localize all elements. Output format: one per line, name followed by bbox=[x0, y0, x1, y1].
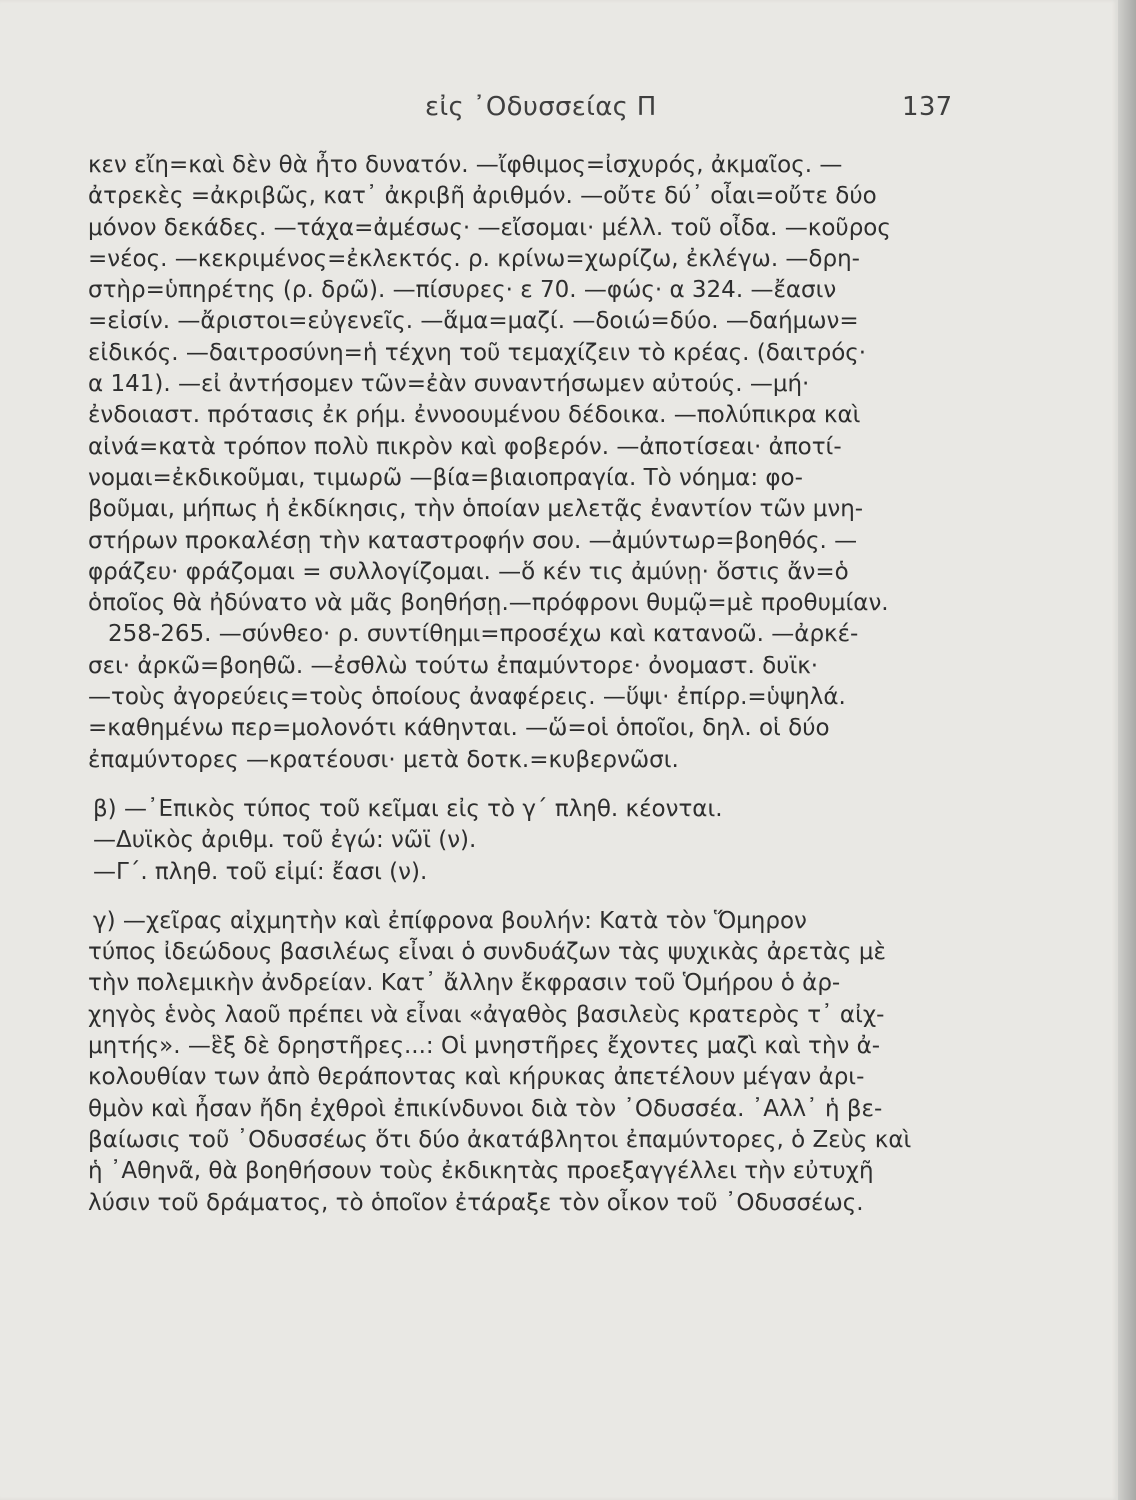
text-line: αἰνά=κατὰ τρόπον πολὺ πικρὸν καὶ φοβερόν. —ἀποτίσεαι· ἀποτί- bbox=[88, 433, 842, 460]
text-line: 258-265. —σύνθεο· ρ. συντίθημι=προσέχω καὶ κατανοῶ. —ἀρκέ- bbox=[108, 621, 859, 648]
text-line: νομαι=ἐκδικοῦμαι, τιμωρῶ —βία=βιαιοπραγία. Τὸ νόημα: φο- bbox=[88, 464, 803, 491]
text-line: β) —᾿Επικὸς τύπος τοῦ κεῖμαι εἰς τὸ γ΄ πληθ. κέονται. bbox=[93, 795, 723, 822]
text-line: τύπος ἰδεώδους βασιλέως εἶναι ὁ συνδυάζων τὰς ψυχικὰς ἀρετὰς μὲ bbox=[88, 939, 886, 966]
text-line: βαίωσις τοῦ ᾿Οδυσσέως ὅτι δύο ἀκατάβλητοι ἐπαμύντορες, ὁ Ζεὺς καὶ bbox=[88, 1126, 912, 1153]
text-line: στὴρ=ὑπηρέτης (ρ. δρῶ). —πίσυρες· ε 70. —φώς· α 324. —ἔασιν bbox=[88, 277, 837, 304]
running-title: εἰς ᾿Οδυσσείας Π bbox=[425, 92, 657, 122]
text-line: χηγὸς ἑνὸς λαοῦ πρέπει νὰ εἶναι «ἀγαθὸς βασιλεὺς κρατερὸς τ᾽ αἰχ- bbox=[88, 1001, 885, 1028]
text-line: ἐπαμύντορες —κρατέουσι· μετὰ δοτκ.=κυβερνῶσι. bbox=[88, 746, 679, 773]
commentary-text bbox=[88, 150, 978, 1219]
text-line: =εἰσίν. —ἄριστοι=εὐγενεῖς. —ἅμα=μαζί. —δοιώ=δύο. —δαήμων= bbox=[88, 308, 859, 335]
text-line: κολουθίαν των ἀπὸ θεράποντας καὶ κήρυκας ἀπετέλουν μέγαν ἀρι- bbox=[88, 1064, 865, 1091]
text-line: θμὸν καὶ ἦσαν ἤδη ἐχθροὶ ἐπικίνδυνοι διὰ τὸν ᾿Οδυσσέα. ᾿Αλλ᾽ ἡ βε- bbox=[88, 1095, 883, 1122]
text-line: τὴν πολεμικὴν ἀνδρείαν. Κατ᾽ ἄλλην ἔκφρασιν τοῦ Ὁμήρου ὁ ἀρ- bbox=[88, 970, 841, 997]
text-line: μητής». —ἓξ δὲ δρηστῆρες...: Οἱ μνηστῆρες ἔχοντες μαζὶ καὶ τὴν ἀ- bbox=[88, 1033, 881, 1060]
text-line: ἡ ᾿Αθηνᾶ, θὰ βοηθήσουν τοὺς ἐκδικητὰς προεξαγγέλλει τὴν εὐτυχῆ bbox=[88, 1158, 874, 1185]
text-line: λύσιν τοῦ δράματος, τὸ ὁποῖον ἐτάραξε τὸν οἶκον τοῦ ᾿Οδυσσέως. bbox=[88, 1189, 864, 1216]
text-line: ἐνδοιαστ. πρότασις ἐκ ρήμ. ἐννοουμένου δέδοικα. —πολύπικρα καὶ bbox=[88, 402, 861, 429]
text-line: εἰδικός. —δαιτροσύνη=ἡ τέχνη τοῦ τεμαχίζειν τὸ κρέας. (δαιτρός· bbox=[88, 339, 867, 366]
text-line: ἀτρεκὲς =ἀκριβῶς, κατ᾽ ἀκριβῆ ἀριθμόν. —οὔτε δύ᾽ οἶαι=οὔτε δύο bbox=[88, 183, 877, 210]
notes-block bbox=[88, 150, 978, 776]
text-line: κεν εἴη=καὶ δὲν θὰ ἦτο δυνατόν. —ἴφθιμος=ἰσχυρός, ἀκμαῖος. — bbox=[88, 152, 843, 178]
section-gamma bbox=[88, 906, 978, 1219]
text-line: α 141). —εἰ ἀντήσομεν τῶν=ἐὰν συναντήσωμεν αὐτούς. —μή· bbox=[88, 371, 810, 398]
text-line: φράζευ· φράζομαι = συλλογίζομαι. —ὅ κέν τις ἀμύνῃ· ὅστις ἄν=ὁ bbox=[88, 558, 849, 585]
text-line: —Γ΄. πληθ. τοῦ εἰμί: ἔασι (ν). bbox=[93, 858, 428, 885]
text-line: μόνον δεκάδες. —τάχα=ἀμέσως· —εἴσομαι· μέλλ. τοῦ οἶδα. —κοῦρος bbox=[88, 214, 891, 241]
text-line: σει· ἀρκῶ=βοηθῶ. —ἐσθλὼ τούτω ἐπαμύντορε· ὀνομαστ. δυϊκ· bbox=[88, 652, 819, 679]
text-line: βοῦμαι, μήπως ἡ ἐκδίκησις, τὴν ὁποίαν μελετᾷς ἐναντίον τῶν μνη- bbox=[88, 496, 864, 523]
text-line: —τοὺς ἀγορεύεις=τοὺς ὁποίους ἀναφέρεις. —ὕψι· ἐπίρρ.=ὑψηλά. bbox=[88, 684, 846, 711]
text-line: στήρων προκαλέσῃ τὴν καταστροφήν σου. —ἀμύντωρ=βοηθός. — bbox=[88, 527, 858, 554]
text-line: ὁποῖος θὰ ἠδύνατο νὰ μᾶς βοηθήσῃ.—πρόφρονι θυμῷ=μὲ προθυμίαν. bbox=[88, 590, 889, 617]
page-number: 137 bbox=[902, 92, 953, 122]
text-line: =καθημένω περ=μολονότι κάθηνται. —ὥ=οἱ ὁποῖοι, δηλ. οἱ δύο bbox=[88, 715, 830, 742]
text-line: —Δυϊκὸς ἀριθμ. τοῦ ἐγώ: νῶϊ (ν). bbox=[93, 827, 477, 854]
page-edge bbox=[1118, 0, 1136, 1500]
section-beta bbox=[88, 794, 978, 888]
text-line: γ) —χεῖρας αἰχμητὴν καὶ ἐπίφρονα βουλήν: Κατὰ τὸν Ὅμηρον bbox=[93, 907, 807, 934]
text-line: =νέος. —κεκριμένος=ἐκλεκτός. ρ. κρίνω=χωρίζω, ἐκλέγω. —δρη- bbox=[88, 245, 860, 272]
